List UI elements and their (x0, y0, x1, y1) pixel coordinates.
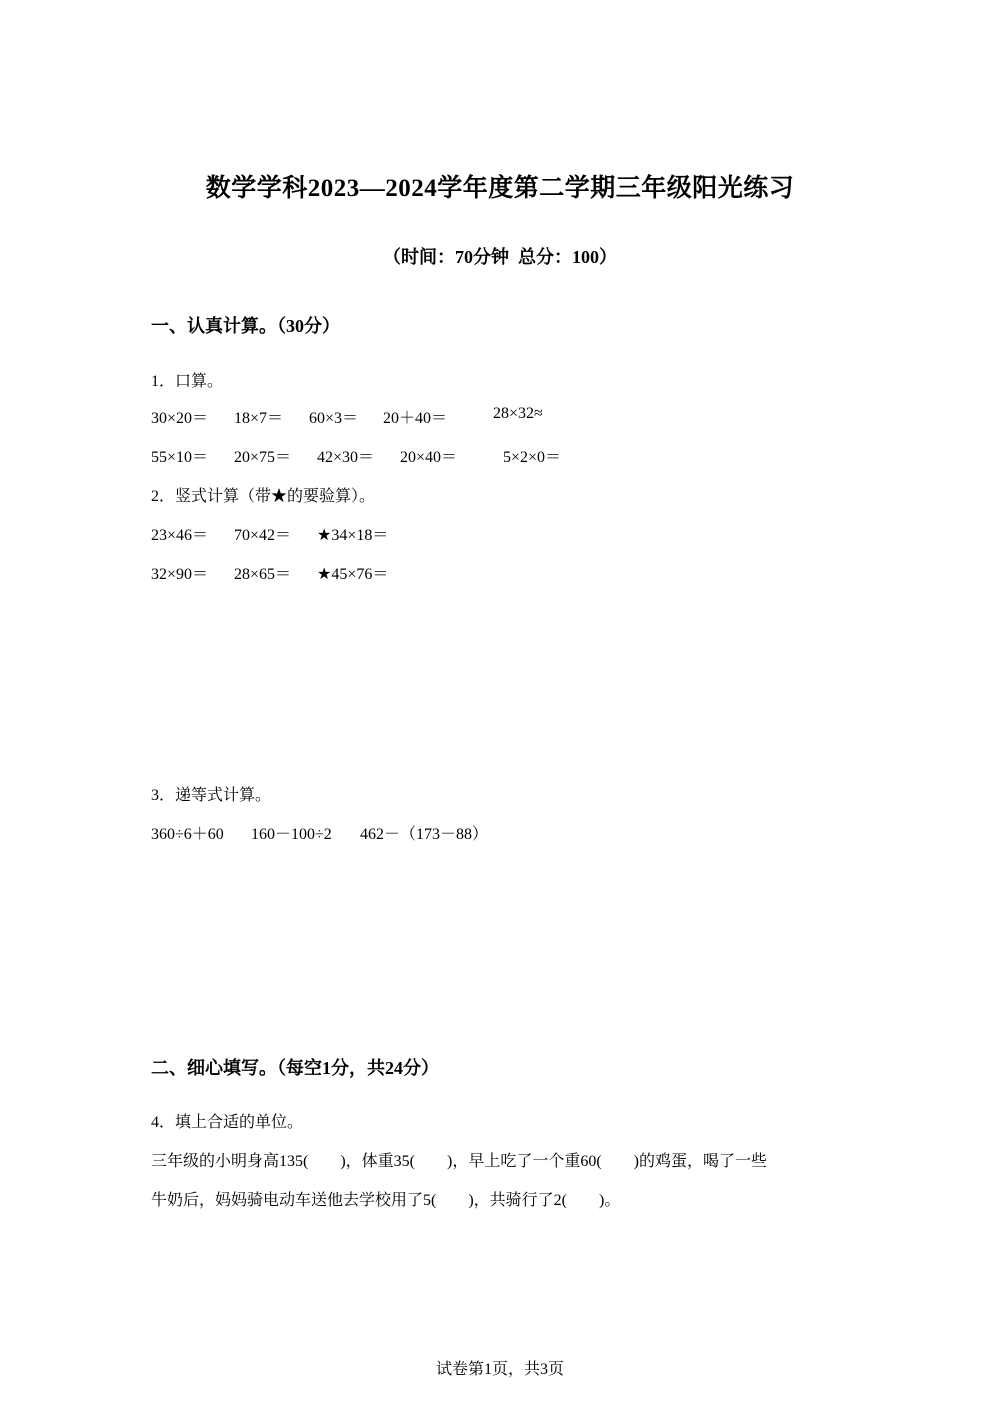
problem: 20＋40＝ (383, 410, 448, 427)
question-4-text-line-1: 三年级的小明身高135( )，体重35( )，早上吃了一个重60( )的鸡蛋，喝了一些 (151, 1153, 767, 1170)
step-calc-row (151, 821, 489, 843)
problem: 18×7＝ (234, 410, 284, 427)
problem: ★34×18＝ (317, 527, 389, 544)
problem: 20×75＝ (234, 449, 292, 466)
oral-calc-row-1 (151, 405, 543, 427)
problem: 360÷6＋60 (151, 826, 224, 843)
problem: 23×46＝ (151, 527, 209, 544)
problem: 20×40＝ (400, 449, 458, 466)
problem: 5×2×0＝ (503, 449, 562, 466)
problem: 28×32≈ (493, 405, 543, 422)
problem: 462－（173－88） (360, 826, 489, 843)
exam-info: （时间：70分钟 总分：100） (383, 247, 617, 267)
section-1-heading: 一、认真计算。（30分） (151, 316, 340, 336)
page-footer: 试卷第1页，共3页 (435, 1361, 564, 1378)
problem: 55×10＝ (151, 449, 209, 466)
question-2-label: 2．竖式计算（带★的要验算）。 (151, 488, 376, 505)
vertical-calc-row-2 (151, 561, 389, 583)
problem: 160－100÷2 (251, 826, 332, 843)
question-4-label: 4．填上合适的单位。 (151, 1114, 304, 1131)
question-4-text-line-2: 牛奶后，妈妈骑电动车送他去学校用了5( )，共骑行了2( )。 (151, 1192, 621, 1209)
problem: 60×3＝ (309, 410, 359, 427)
page-title: 数学学科2023—2024学年度第二学期三年级阳光练习 (205, 175, 795, 202)
problem: 42×30＝ (317, 449, 375, 466)
vertical-calc-row-1 (151, 522, 389, 544)
oral-calc-row-2 (151, 444, 562, 466)
problem: 32×90＝ (151, 566, 209, 583)
problem: 30×20＝ (151, 410, 209, 427)
question-1-label: 1．口算。 (151, 373, 224, 390)
problem: 28×65＝ (234, 566, 292, 583)
section-2-heading: 二、细心填写。（每空1分，共24分） (151, 1058, 439, 1078)
question-3-label: 3．递等式计算。 (151, 787, 272, 804)
problem: ★45×76＝ (317, 566, 389, 583)
problem: 70×42＝ (234, 527, 292, 544)
